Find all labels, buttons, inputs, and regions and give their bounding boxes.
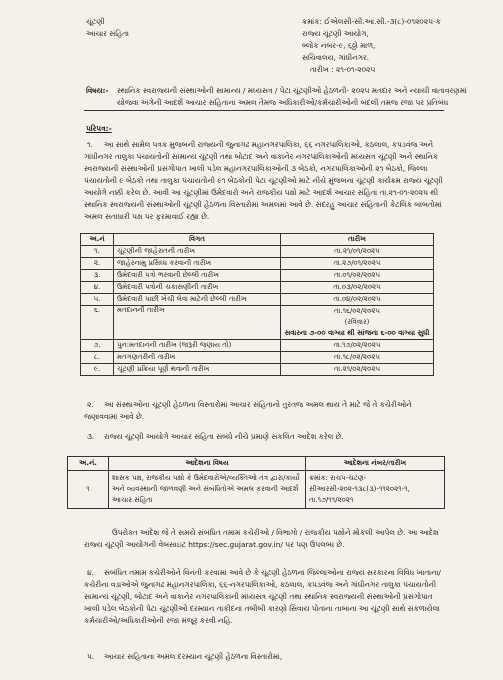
orders-header-ref: આદેશના નંબર/તારીખ bbox=[306, 457, 445, 471]
schedule-header-date: તારીખ bbox=[281, 234, 434, 246]
schedule-no: ૩. bbox=[81, 270, 114, 282]
table-row bbox=[81, 294, 434, 306]
header-left-line-1: ચૂંટણી bbox=[86, 17, 105, 26]
schedule-header-row bbox=[81, 234, 434, 246]
para-1-number: ૧. bbox=[87, 140, 93, 149]
header-block: બ્લોક નંબર-૯, ૬ઠ્ઠો માળ, bbox=[302, 41, 376, 50]
order-no: ૧ bbox=[68, 470, 109, 508]
circular-label: પરિપત્ર:- bbox=[86, 124, 112, 133]
header-left-line-2: આચાર સંહિતા bbox=[86, 29, 129, 38]
schedule-date: તા.૦૧/૦૨/૨૦૨૫ bbox=[281, 270, 434, 282]
header-ref-number: ક્રમાંક: ઈએલસી-સી.આ.સી.-૩(૮)-૦૧૨૦૨૫-ક bbox=[302, 17, 441, 26]
subject-line-2: યોજવા અંગેની આદર્શ આચાર સહિતાના અમલ તેમજ અધિકારીઓ/કર્મચારીઓની બદલી તમજ રજા પર પ્રતિબંધ bbox=[117, 98, 449, 107]
schedule-no: ૬. bbox=[81, 306, 114, 340]
schedule-date: તા.૨૭/૦૧/૨૦૨૫ bbox=[281, 258, 434, 270]
orders-header-row bbox=[68, 457, 445, 471]
schedule-no: ૧. bbox=[81, 246, 114, 258]
para-5-text: આચાર સહિતાના અમલ દરમ્યાન ચૂંટણી હેઠળના વિસ્તારોમાં, bbox=[104, 652, 283, 661]
schedule-date-polling bbox=[281, 306, 434, 340]
para-5-number: ૫. bbox=[87, 652, 95, 661]
subject-divider bbox=[84, 110, 444, 111]
orders-header-subject: આદેશના વિષય bbox=[109, 457, 306, 471]
table-row bbox=[81, 258, 434, 270]
schedule-date: તા.૧૮/૦૨/૨૦૨૫ bbox=[281, 352, 434, 364]
para-2-number: ૨. bbox=[87, 400, 94, 409]
schedule-item: મતદાનની તારીખ bbox=[114, 306, 281, 340]
para-4-number: ૪. bbox=[87, 568, 94, 577]
schedule-no: ૨. bbox=[81, 258, 114, 270]
schedule-item: જાહેરનામુ પ્રસિધ્ધ કરવાની તારીખ bbox=[114, 258, 281, 270]
schedule-date: તા.૧૭/૦૨/૨૦૨૫ bbox=[281, 340, 434, 352]
schedule-no: ૪. bbox=[81, 282, 114, 294]
table-row bbox=[81, 340, 434, 352]
header-address: સચિવાલય, ગાંધીનગર. bbox=[302, 53, 370, 62]
table-row bbox=[81, 352, 434, 364]
table-row bbox=[81, 364, 434, 376]
polling-hours: સવારના ૭-૦૦ વાગ્યા થી સાંજના ૬-૦૦ વાગ્યા સુધી bbox=[284, 329, 430, 337]
para-website-note: ઉપરોક્ત આદેશ જે તે સમયે સંબંધિત તમામ કચેરીઓ / વિભાગો / રાજકીય પક્ષોને મોકલી આપેલ છે. આ આદેશ રાજ્ય ચૂંટણી આયોગની વેબસાઇટ https://sec.gujarat.gov.in/ પર પણ ઉપલબ્ધ છે. bbox=[84, 528, 439, 549]
para-3-number: ૩. bbox=[87, 432, 95, 441]
para-3-text: રાજ્ય ચૂંટણી આયોગે આચાર સંહિતા સંબંધે નીચે પ્રમાણે સંકલિત આદેશ કરેલ છે. bbox=[104, 432, 344, 441]
schedule-header-item: વિગત bbox=[114, 234, 281, 246]
order-subject: શાસક પક્ષ, રાજકીય પક્ષો કે ઉમેદવારોએ/વ્યક્તિઓ તંત્ર દ્વારા/કાર્યો અને વ્યવસ્થાની જાળવણી અને સંબંધિતોએ અમલ કરવાની આદર્શ આચાર સંહિતા bbox=[109, 470, 306, 508]
table-row bbox=[81, 306, 434, 340]
schedule-date: તા.૨૧/૦૧/૨૦૨૫ bbox=[281, 246, 434, 258]
subject-line-1: સ્થાનિક સ્વરાજ્યની સંસ્થાઓની સામાન્ય / મધ્યસત્ર / પેટા ચૂંટણીઓ હેઠળની- ૨૦૨૫ મતદાર અને ન્યાયી વાતાવરણમાં bbox=[117, 86, 467, 95]
table-row bbox=[81, 282, 434, 294]
polling-date: તા.૧૬/૦૨/૨૦૨૫ bbox=[333, 307, 380, 315]
schedule-item: ઉમેદવારી પત્રો ભરવાની છેલ્લી તારીખ bbox=[114, 270, 281, 282]
schedule-date: તા.૦૩/૦૨/૨૦૨૫ bbox=[281, 282, 434, 294]
orders-table bbox=[67, 456, 445, 509]
polling-day: (રવિવાર) bbox=[344, 318, 370, 326]
table-row bbox=[81, 246, 434, 258]
schedule-no: ૯. bbox=[81, 364, 114, 376]
schedule-item: ચૂંટણી પ્રક્રિયા પૂર્ણ થવાની તારીખ bbox=[114, 364, 281, 376]
order-ref: ક્રમાંક: રાચપ-ચટણ-સીઆરસી-૨૦૨-૧૩૮(૩)-૧૧૨૦૨૧-૧, તા.૧૭/૧૧/૨૦૨૧ bbox=[306, 470, 445, 508]
schedule-date: તા.૨૧/૦૨/૨૦૨૫ bbox=[281, 364, 434, 376]
schedule-header-no: અ.નં bbox=[81, 234, 114, 246]
schedule-item: ચૂંટણીની જાહેરાતની તારીખ bbox=[114, 246, 281, 258]
schedule-no: ૮. bbox=[81, 352, 114, 364]
schedule-no: ૭. bbox=[81, 340, 114, 352]
para-1-text: આ સાથે સામેલ પત્રક મુજબની રાજ્યની જુનાગઢ મહાનગરપાલિકા, ૬૬ નગરપાલિકાઓ, કઠલાલ, કપડવંજ અને ગાંધીનગર તાલુકા પંચાયતોની સામાન્ય ચૂંટણી તથા બોટાદ અને વાકાનેર નગરપાલિકાઓની મધ્યસત્ર ચૂંટણી અને સ્થાનિક સ્વરાજ્યની સંસ્થાઓની પ્રસંગોપાત ખાલી પડેલ મહાનગરપાલિકાઓની ૩ બેઠકો, નગરપાલિકાઓની ૨૧ બેઠકો, જિલ્લા પંચાયતોની ૯ બેઠકો તથા તાલુકા પંચાયતોની ૯૧ બેઠકોની પેટા ચૂંટણીઓ માટે નીચે મુજબના ચૂંટણી કાર્યક્રમ રાજ્ય ચૂંટણી આયોગે નક્કી કરેલ છે. આવી આ ચૂંટણીમાં ઉમેદવારો અને રાજકીય પક્ષો માટે આદર્શ આચાર સંહિતા તા.૨૧-૦૧-૨૦૨૫ થી સ્થાનિક સ્વરાજ્યની સંસ્થાઓની ચૂંટણી હેઠળના વિસ્તારોમાં અમલમાં આવે છે. સદરહુ આચાર સંહિતાની કેટલિક બાબતોમાં અમલ સતાધારી પક્ષ પર ફરમાવાઈ રહ્યા છે. bbox=[84, 140, 443, 221]
schedule-item: મતગણતરીની તારીખ bbox=[114, 352, 281, 364]
para-4-text: સંબંધિત તમામ કચેરીઓને વિનંતી કરવામાં આવે છે કે ચૂંટણી હેઠળના જિલ્લાઓના રાજ્ય સરકારના વિવિધ ખાતાના/કચેરીના વડાઓએ જુનાગઢ મહાનગરપાલિકા, ૬૬-નગરપાલિકાઓ, કઠલાલ, કપડવંજ અને ગાંધીનગર તાલુકા પંચાયતોની સામાન્ય ચૂંટણી, બોટાદ અને વાકાનેર નગરપાલિકાની મધ્યસત્ર ચૂંટણી તથા સ્થાનિક સ્વરાજ્યની સંસ્થાઓની પ્રસંગોપાત ખાલી પડેલ બેઠકોની પેટા ચૂંટણીઓ દરમ્યાન તાકીદના તબીબી કારણો સિવાય પોતાના તાબાના આ ચૂંટણી સાથે સંકળાયેલા કર્મચારીઓ/અધિકારીઓની રજા મંજૂર કરવી નહિ. bbox=[84, 568, 441, 625]
para-2-text: આ સંસ્થાઓના ચૂંટણી હેઠળના વિસ્તારોમાં આચાર સંહિતાનો તુરતજ અમલ થાય તે માટે જે તે કચેરીઓને જણાવવામાં આવે છે. bbox=[84, 400, 412, 421]
schedule-item: પુન:મતદાનની તારીખ (જરૂરી જણાય તો) bbox=[114, 340, 281, 352]
subject-label: વિષય:- bbox=[86, 86, 109, 95]
table-row bbox=[81, 270, 434, 282]
schedule-no: ૫. bbox=[81, 294, 114, 306]
orders-header-no: અ.નં. bbox=[68, 457, 109, 471]
election-schedule-table bbox=[80, 233, 434, 376]
schedule-item: ઉમેદવારી પત્રોની ચકાસણીની તારીખ bbox=[114, 282, 281, 294]
header-office: રાજ્ય ચૂંટણી આયોગ, bbox=[302, 29, 369, 38]
header-date: તારીખ : ૨૧-૦૧-૨૦૨૫ bbox=[310, 65, 376, 74]
table-row bbox=[68, 470, 445, 508]
schedule-item: ઉમેદવારી પાછી ખેંચી લેવા માટેની છેલ્લી તારીખ bbox=[114, 294, 281, 306]
schedule-date: તા.૦૪/૦૨/૨૦૨૫ bbox=[281, 294, 434, 306]
